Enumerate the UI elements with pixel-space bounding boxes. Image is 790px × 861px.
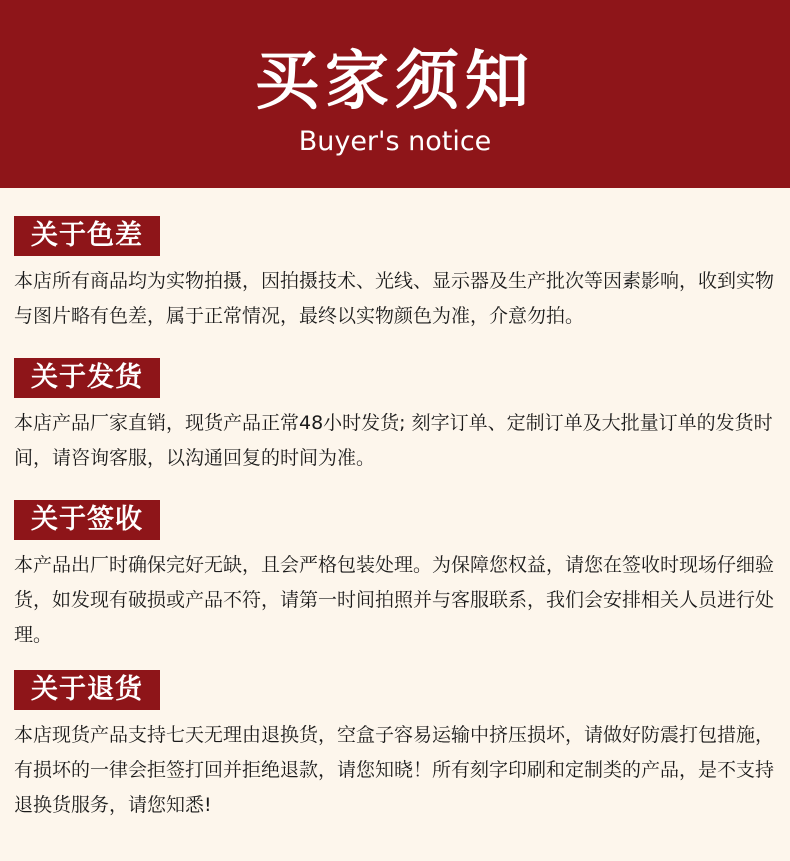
section-heading: 关于签收 [14, 500, 160, 540]
section-body: 本店现货产品支持七天无理由退换货，空盒子容易运输中挤压损坏，请做好防震打包措施，有损坏的一律会拒签打回并拒绝退款，请您知晓！所有刻字印刷和定制类的产品，是不支持退换货服务，请您知悉! [14, 724, 775, 816]
section-heading: 关于退货 [14, 670, 160, 710]
header-banner [0, 0, 790, 188]
section-body: 本产品出厂时确保完好无缺，且会严格包装处理。为保障您权益，请您在签收时现场仔细验货，如发现有破损或产品不符，请第一时间拍照并与客服联系，我们会安排相关人员进行处理。 [14, 554, 775, 646]
section-heading: 关于色差 [14, 216, 160, 256]
section-body: 本店产品厂家直销，现货产品正常48小时发货; 刻字订单、定制订单及大批量订单的发货时间，请咨询客服，以沟通回复的时间为准。 [14, 412, 773, 469]
section-body: 本店所有商品均为实物拍摄，因拍摄技术、光线、显示器及生产批次等因素影响，收到实物与图片略有色差，属于正常情况，最终以实物颜色为准，介意勿拍。 [14, 270, 775, 327]
section-heading: 关于发货 [14, 358, 160, 398]
page-title: 买家须知 [255, 45, 535, 119]
page-subtitle: Buyer's notice [298, 126, 492, 157]
